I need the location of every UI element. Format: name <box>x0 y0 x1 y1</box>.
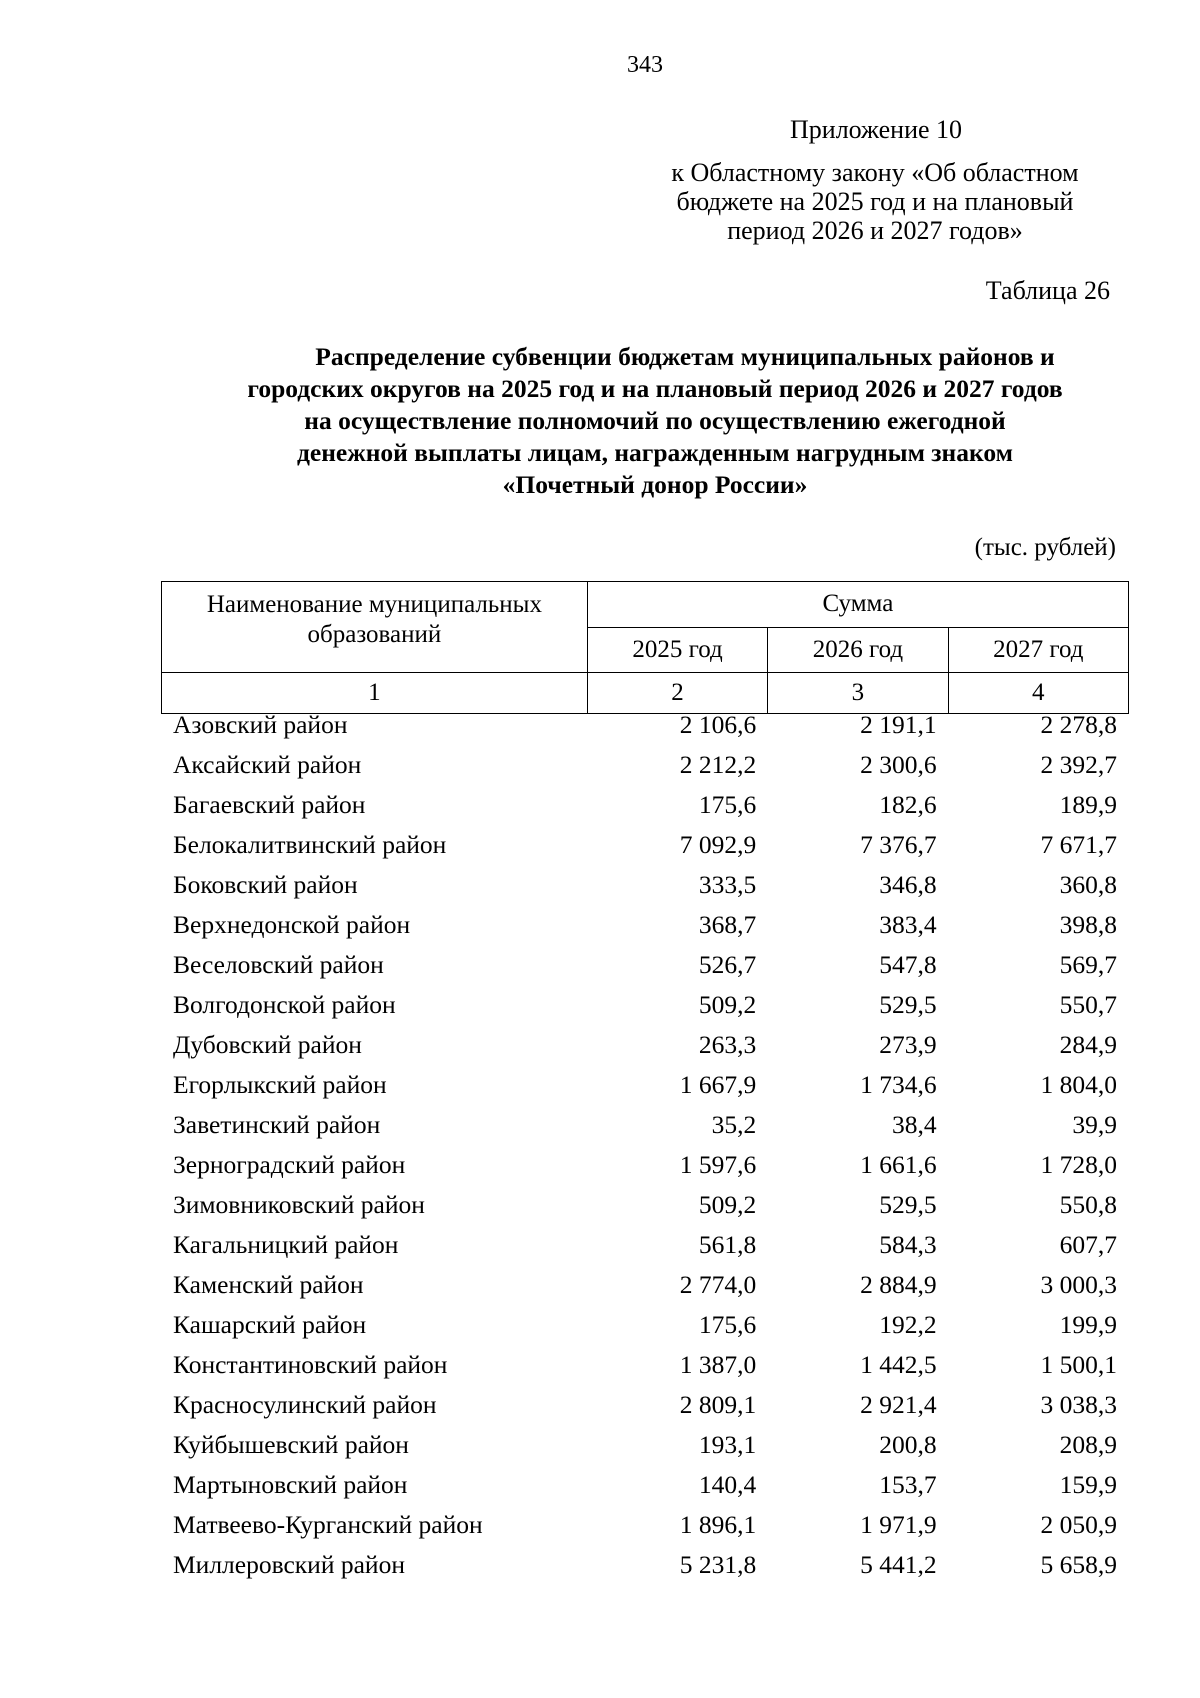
table-row <box>161 785 1129 825</box>
table-row <box>161 1545 1129 1585</box>
value-2026: 346,8 <box>879 870 937 899</box>
value-2025: 561,8 <box>698 1230 757 1259</box>
table-row <box>161 825 1129 865</box>
value-2025: 263,3 <box>698 1030 757 1059</box>
value-2026: 2 191,1 <box>860 710 937 739</box>
value-2025: 1 387,0 <box>679 1350 757 1379</box>
title-line: Распределение субвенции бюджетам муниципальных районов и <box>315 342 1055 371</box>
table-row <box>161 905 1129 945</box>
table-row <box>161 1465 1129 1505</box>
value-2026: 1 971,9 <box>860 1510 937 1539</box>
value-2026: 1 442,5 <box>860 1350 937 1379</box>
municipality-name: Боковский район <box>173 870 358 899</box>
value-2025: 509,2 <box>698 990 757 1019</box>
header-name-line: образований <box>307 621 442 648</box>
municipality-name: Белокалитвинский район <box>173 830 447 859</box>
value-2025: 193,1 <box>698 1430 757 1459</box>
table-row <box>161 1145 1129 1185</box>
value-2027: 5 658,9 <box>1040 1550 1117 1579</box>
municipality-name: Зерноградский район <box>173 1150 406 1179</box>
municipality-name: Константиновский район <box>173 1350 448 1379</box>
header-column-number: 3 <box>768 673 948 714</box>
value-2026: 529,5 <box>879 1190 937 1219</box>
header-column-number: 4 <box>948 673 1128 714</box>
value-2025: 2 809,1 <box>679 1390 757 1419</box>
municipality-name: Куйбышевский район <box>173 1430 409 1459</box>
municipality-name: Азовский район <box>173 710 348 739</box>
municipality-name: Веселовский район <box>173 950 384 979</box>
value-2026: 273,9 <box>879 1030 937 1059</box>
municipality-name: Багаевский район <box>173 790 366 819</box>
value-2025: 2 212,2 <box>679 750 757 779</box>
data-table <box>161 705 1129 1585</box>
table-header <box>161 581 1129 714</box>
value-2025: 1 597,6 <box>679 1150 757 1179</box>
value-2026: 200,8 <box>879 1430 937 1459</box>
municipality-name: Кашарский район <box>173 1310 367 1339</box>
value-2026: 5 441,2 <box>860 1550 937 1579</box>
header-name-cell <box>162 582 588 673</box>
municipality-name: Заветинский район <box>173 1110 381 1139</box>
municipality-name: Каменский район <box>173 1270 364 1299</box>
value-2026: 2 921,4 <box>860 1390 937 1419</box>
title-line: городских округов на 2025 год и на плановый период 2026 и 2027 годов <box>247 374 1063 403</box>
value-2026: 2 300,6 <box>860 750 937 779</box>
header-column-number: 2 <box>587 673 767 714</box>
value-2027: 39,9 <box>1072 1110 1117 1139</box>
value-2025: 35,2 <box>711 1110 757 1139</box>
header-sum-cell: Сумма <box>587 582 1128 628</box>
municipality-name: Зимовниковский район <box>173 1190 425 1219</box>
header-column-number: 1 <box>162 673 588 714</box>
table-row <box>161 1105 1129 1145</box>
value-2025: 5 231,8 <box>679 1550 757 1579</box>
value-2026: 529,5 <box>879 990 937 1019</box>
value-2025: 333,5 <box>698 870 757 899</box>
value-2025: 7 092,9 <box>679 830 757 859</box>
municipality-name: Матвеево-Курганский район <box>173 1510 483 1539</box>
municipality-name: Красносулинский район <box>173 1390 437 1419</box>
table-row <box>161 1225 1129 1265</box>
value-2027: 2 392,7 <box>1040 750 1117 779</box>
table-row <box>161 1505 1129 1545</box>
value-2027: 3 038,3 <box>1040 1390 1117 1419</box>
value-2026: 182,6 <box>879 790 937 819</box>
units-label: (тыс. рублей) <box>974 534 1116 561</box>
value-2025: 368,7 <box>698 910 757 939</box>
table-row <box>161 705 1129 745</box>
table-row <box>161 1345 1129 1385</box>
value-2026: 1 661,6 <box>860 1150 937 1179</box>
value-2027: 569,7 <box>1059 950 1117 979</box>
value-2026: 38,4 <box>891 1110 937 1139</box>
page-number: 343 <box>627 52 663 78</box>
value-2026: 192,2 <box>879 1310 937 1339</box>
value-2025: 2 106,6 <box>679 710 757 739</box>
law-reference-line: период 2026 и 2027 годов» <box>727 216 1023 245</box>
value-2027: 607,7 <box>1059 1230 1117 1259</box>
table-number: Таблица 26 <box>985 276 1110 305</box>
document-title <box>180 341 1130 501</box>
table-row <box>161 945 1129 985</box>
value-2025: 175,6 <box>698 1310 757 1339</box>
value-2027: 159,9 <box>1059 1470 1117 1499</box>
municipality-name: Дубовский район <box>173 1030 362 1059</box>
table-row <box>161 985 1129 1025</box>
table-row <box>161 1385 1129 1425</box>
value-2027: 3 000,3 <box>1040 1270 1117 1299</box>
title-line: «Почетный донор России» <box>502 470 808 499</box>
header-year-2027: 2027 год <box>948 627 1128 673</box>
value-2027: 1 728,0 <box>1040 1150 1117 1179</box>
value-2025: 526,7 <box>698 950 757 979</box>
value-2025: 140,4 <box>698 1470 757 1499</box>
title-line: на осуществление полномочий по осуществлению ежегодной <box>304 406 1006 435</box>
header-year-2025: 2025 год <box>587 627 767 673</box>
title-line: денежной выплаты лицам, награжденным нагрудным знаком <box>296 438 1013 467</box>
value-2027: 2 278,8 <box>1040 710 1117 739</box>
value-2027: 1 500,1 <box>1040 1350 1117 1379</box>
table-row <box>161 1425 1129 1465</box>
table-row <box>161 865 1129 905</box>
header-year-2026: 2026 год <box>768 627 948 673</box>
value-2027: 550,8 <box>1059 1190 1117 1219</box>
value-2026: 383,4 <box>879 910 937 939</box>
value-2027: 1 804,0 <box>1040 1070 1117 1099</box>
value-2025: 2 774,0 <box>679 1270 757 1299</box>
value-2027: 7 671,7 <box>1040 830 1117 859</box>
table-row <box>161 1185 1129 1225</box>
municipality-name: Егорлыкский район <box>173 1070 387 1099</box>
value-2025: 1 896,1 <box>679 1510 757 1539</box>
table-row <box>161 1025 1129 1065</box>
municipality-name: Миллеровский район <box>173 1550 405 1579</box>
municipality-name: Волгодонской район <box>173 990 396 1019</box>
value-2026: 2 884,9 <box>860 1270 937 1299</box>
value-2027: 550,7 <box>1059 990 1117 1019</box>
law-reference <box>650 158 1100 245</box>
law-reference-line: бюджете на 2025 год и на плановый <box>676 187 1074 216</box>
municipality-name: Кагальницкий район <box>173 1230 399 1259</box>
value-2025: 1 667,9 <box>679 1070 757 1099</box>
value-2026: 547,8 <box>879 950 937 979</box>
municipality-name: Мартыновский район <box>173 1470 408 1499</box>
value-2026: 7 376,7 <box>860 830 937 859</box>
table-row <box>161 1305 1129 1345</box>
table-row <box>161 1265 1129 1305</box>
value-2027: 2 050,9 <box>1040 1510 1117 1539</box>
appendix-label: Приложение 10 <box>790 115 963 144</box>
value-2026: 153,7 <box>879 1470 937 1499</box>
value-2025: 175,6 <box>698 790 757 819</box>
table-row <box>161 745 1129 785</box>
law-reference-line: к Областному закону «Об областном <box>671 158 1079 187</box>
table-row <box>161 1065 1129 1105</box>
value-2026: 1 734,6 <box>860 1070 937 1099</box>
value-2027: 360,8 <box>1059 870 1117 899</box>
header-name-line: Наименование муниципальных <box>206 591 542 618</box>
value-2027: 398,8 <box>1059 910 1117 939</box>
value-2027: 208,9 <box>1059 1430 1117 1459</box>
municipality-name: Аксайский район <box>173 750 362 779</box>
value-2027: 189,9 <box>1059 790 1117 819</box>
municipality-name: Верхнедонской район <box>173 910 411 939</box>
value-2027: 284,9 <box>1059 1030 1117 1059</box>
value-2026: 584,3 <box>879 1230 937 1259</box>
value-2025: 509,2 <box>698 1190 757 1219</box>
value-2027: 199,9 <box>1059 1310 1117 1339</box>
